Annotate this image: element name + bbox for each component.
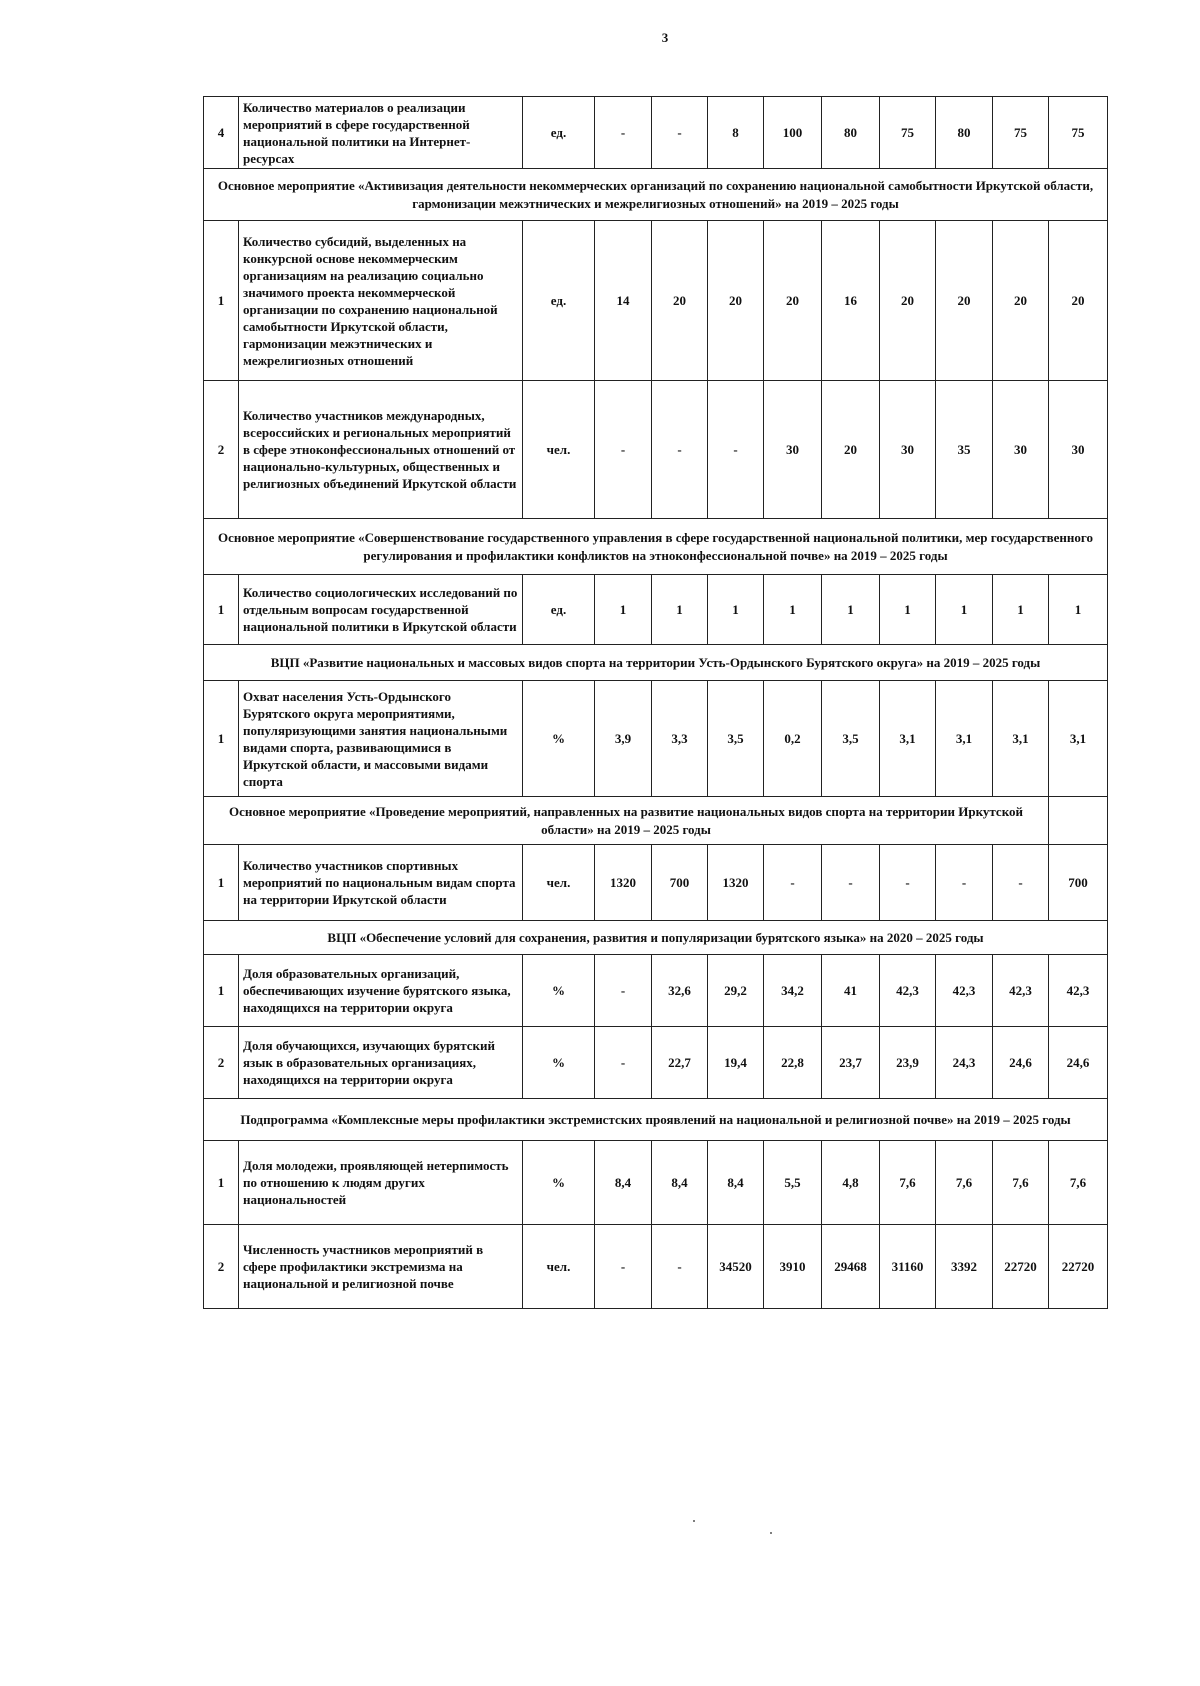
section-heading: Основное мероприятие «Активизация деятельности некоммерческих организаций по сохранению национальной самобытности Иркутской области, гармонизации межэтнических и межрелигиозных отношений» на 2019 – 2025 годы — [204, 169, 1108, 221]
unit: чел. — [523, 381, 595, 519]
value-cell: 3,3 — [652, 681, 708, 797]
value-cell: 30 — [1049, 381, 1108, 519]
section-heading: ВЦП «Развитие национальных и массовых видов спорта на территории Усть-Ордынского Бурятского округа» на 2019 – 2025 годы — [204, 645, 1108, 681]
value-cell: 22,7 — [652, 1027, 708, 1099]
value-cell: 8 — [708, 97, 764, 169]
value-cell: 22720 — [1049, 1225, 1108, 1309]
value-cell: 1320 — [595, 845, 652, 921]
value-cell: 1 — [764, 575, 822, 645]
value-cell: 22720 — [993, 1225, 1049, 1309]
section-heading: Подпрограмма «Комплексные меры профилактики экстремистских проявлений на национальной и религиозной почве» на 2019 – 2025 годы — [204, 1099, 1108, 1141]
unit: ед. — [523, 221, 595, 381]
value-cell: 80 — [822, 97, 880, 169]
value-cell: 42,3 — [1049, 955, 1108, 1027]
value-cell: 20 — [764, 221, 822, 381]
value-cell: 34,2 — [764, 955, 822, 1027]
value-cell: 8,4 — [595, 1141, 652, 1225]
value-cell: 5,5 — [764, 1141, 822, 1225]
value-cell: 8,4 — [652, 1141, 708, 1225]
section-heading: Основное мероприятие «Совершенствование государственного управления в сфере государственной национальной политики, мер государственного регулирования и профилактики конфликтов на этноконфессиональной почве» на 2019 – 2025 годы — [204, 519, 1108, 575]
table-row — [204, 1225, 1108, 1309]
value-cell: 3,1 — [1049, 681, 1108, 797]
value-cell: 20 — [652, 221, 708, 381]
value-cell: 75 — [993, 97, 1049, 169]
value-cell: - — [595, 1027, 652, 1099]
value-cell: - — [936, 845, 993, 921]
row-number: 1 — [204, 845, 239, 921]
indicator-name: Количество материалов о реализации мероприятий в сфере государственной национальной политики на Интернет-ресурсах — [239, 97, 523, 169]
value-cell: 32,6 — [652, 955, 708, 1027]
value-cell: 31160 — [880, 1225, 936, 1309]
value-cell: 7,6 — [880, 1141, 936, 1225]
indicator-name: Численность участников мероприятий в сфере профилактики экстремизма на национальной и религиозной почве — [239, 1225, 523, 1309]
table-row — [204, 381, 1108, 519]
value-cell: 22,8 — [764, 1027, 822, 1099]
value-cell: - — [880, 845, 936, 921]
value-cell: 7,6 — [936, 1141, 993, 1225]
value-cell: 16 — [822, 221, 880, 381]
section-row — [204, 645, 1108, 681]
value-cell: 75 — [880, 97, 936, 169]
value-cell: - — [708, 381, 764, 519]
value-cell: 24,6 — [1049, 1027, 1108, 1099]
row-number: 1 — [204, 681, 239, 797]
table-body — [204, 97, 1108, 1309]
value-cell: 3,5 — [822, 681, 880, 797]
value-cell: 7,6 — [993, 1141, 1049, 1225]
value-cell: - — [652, 97, 708, 169]
unit: ед. — [523, 575, 595, 645]
table-row — [204, 575, 1108, 645]
section-row — [204, 169, 1108, 221]
value-cell: 19,4 — [708, 1027, 764, 1099]
value-cell: 24,6 — [993, 1027, 1049, 1099]
value-cell: - — [595, 97, 652, 169]
value-cell: 20 — [822, 381, 880, 519]
value-cell: 41 — [822, 955, 880, 1027]
row-number: 1 — [204, 1141, 239, 1225]
value-cell: 20 — [993, 221, 1049, 381]
value-cell: 1 — [708, 575, 764, 645]
indicator-name: Доля молодежи, проявляющей нетерпимость по отношению к людям других национальностей — [239, 1141, 523, 1225]
table-row — [204, 845, 1108, 921]
value-cell: 30 — [880, 381, 936, 519]
value-cell: - — [993, 845, 1049, 921]
row-number: 2 — [204, 381, 239, 519]
unit: % — [523, 955, 595, 1027]
value-cell: 3,1 — [936, 681, 993, 797]
value-cell: 29,2 — [708, 955, 764, 1027]
value-cell: 100 — [764, 97, 822, 169]
value-cell: - — [652, 381, 708, 519]
value-cell: - — [652, 1225, 708, 1309]
indicator-name: Количество субсидий, выделенных на конкурсной основе некоммерческим организациям на реализацию социально значимого проекта некоммерческой организации по сохранению национальной самобытности Иркутской области, гармонизации межэтнических и межрелигиозных отношений — [239, 221, 523, 381]
scan-speck — [693, 1520, 695, 1522]
section-row — [204, 921, 1108, 955]
unit: чел. — [523, 845, 595, 921]
row-number: 4 — [204, 97, 239, 169]
indicator-name: Количество участников спортивных мероприятий по национальным видам спорта на территории Иркутской области — [239, 845, 523, 921]
section-row — [204, 1099, 1108, 1141]
value-cell: 0,2 — [764, 681, 822, 797]
value-cell: 23,9 — [880, 1027, 936, 1099]
value-cell: 34520 — [708, 1225, 764, 1309]
value-cell: 20 — [708, 221, 764, 381]
value-cell: 20 — [936, 221, 993, 381]
value-cell: 3,1 — [880, 681, 936, 797]
unit: % — [523, 681, 595, 797]
indicators-table — [203, 96, 1108, 1309]
page-number: 3 — [661, 30, 669, 45]
unit: % — [523, 1027, 595, 1099]
row-number: 2 — [204, 1027, 239, 1099]
table-row — [204, 681, 1108, 797]
value-cell: 14 — [595, 221, 652, 381]
value-cell: 80 — [936, 97, 993, 169]
value-cell: 20 — [880, 221, 936, 381]
row-number: 2 — [204, 1225, 239, 1309]
value-cell: 24,3 — [936, 1027, 993, 1099]
table-row — [204, 1141, 1108, 1225]
value-cell: 35 — [936, 381, 993, 519]
value-cell: 42,3 — [936, 955, 993, 1027]
row-number: 1 — [204, 221, 239, 381]
value-cell: 3392 — [936, 1225, 993, 1309]
scan-speck — [770, 1532, 772, 1534]
value-cell: 3910 — [764, 1225, 822, 1309]
value-cell: 3,1 — [993, 681, 1049, 797]
indicator-name: Количество участников международных, всероссийских и региональных мероприятий в сфере этноконфессиональных отношений от национально-культурных, общественных и религиозных объединений Иркутской области — [239, 381, 523, 519]
value-cell: 1 — [595, 575, 652, 645]
value-cell: - — [822, 845, 880, 921]
row-number: 1 — [204, 955, 239, 1027]
unit: % — [523, 1141, 595, 1225]
indicator-name: Доля обучающихся, изучающих бурятский язык в образовательных организациях, находящихся на территории округа — [239, 1027, 523, 1099]
value-cell: 23,7 — [822, 1027, 880, 1099]
value-cell: 75 — [1049, 97, 1108, 169]
value-cell: 1 — [880, 575, 936, 645]
value-cell: - — [595, 1225, 652, 1309]
indicator-name: Доля образовательных организаций, обеспечивающих изучение бурятского языка, находящихся на территории округа — [239, 955, 523, 1027]
value-cell: 1 — [936, 575, 993, 645]
section-heading: Основное мероприятие «Проведение мероприятий, направленных на развитие национальных видов спорта на территории Иркутской области» на 2019 – 2025 годы — [204, 797, 1049, 845]
value-cell: 30 — [764, 381, 822, 519]
value-cell: 3,9 — [595, 681, 652, 797]
value-cell: 3,5 — [708, 681, 764, 797]
value-cell: 8,4 — [708, 1141, 764, 1225]
value-cell: 1 — [652, 575, 708, 645]
value-cell: 4,8 — [822, 1141, 880, 1225]
indicator-name: Количество социологических исследований по отдельным вопросам государственной национальной политики в Иркутской области — [239, 575, 523, 645]
table-row — [204, 97, 1108, 169]
value-cell: 30 — [993, 381, 1049, 519]
value-cell: - — [595, 381, 652, 519]
value-cell: 42,3 — [993, 955, 1049, 1027]
empty-cell — [1049, 797, 1108, 845]
value-cell: 7,6 — [1049, 1141, 1108, 1225]
unit: чел. — [523, 1225, 595, 1309]
value-cell: 42,3 — [880, 955, 936, 1027]
unit: ед. — [523, 97, 595, 169]
section-row — [204, 797, 1108, 845]
table-row — [204, 955, 1108, 1027]
table-row — [204, 221, 1108, 381]
value-cell: 1 — [822, 575, 880, 645]
section-row — [204, 519, 1108, 575]
value-cell: 20 — [1049, 221, 1108, 381]
value-cell: 1 — [1049, 575, 1108, 645]
value-cell: 700 — [652, 845, 708, 921]
row-number: 1 — [204, 575, 239, 645]
value-cell: - — [764, 845, 822, 921]
value-cell: 1 — [993, 575, 1049, 645]
value-cell: 700 — [1049, 845, 1108, 921]
indicator-name: Охват населения Усть-Ордынского Бурятского округа мероприятиями, популяризующими занятия национальными видами спорта, развивающимися в Иркутской области, и массовыми видами спорта — [239, 681, 523, 797]
value-cell: - — [595, 955, 652, 1027]
value-cell: 1320 — [708, 845, 764, 921]
table-row — [204, 1027, 1108, 1099]
value-cell: 29468 — [822, 1225, 880, 1309]
section-heading: ВЦП «Обеспечение условий для сохранения, развития и популяризации бурятского языка» на 2020 – 2025 годы — [204, 921, 1108, 955]
